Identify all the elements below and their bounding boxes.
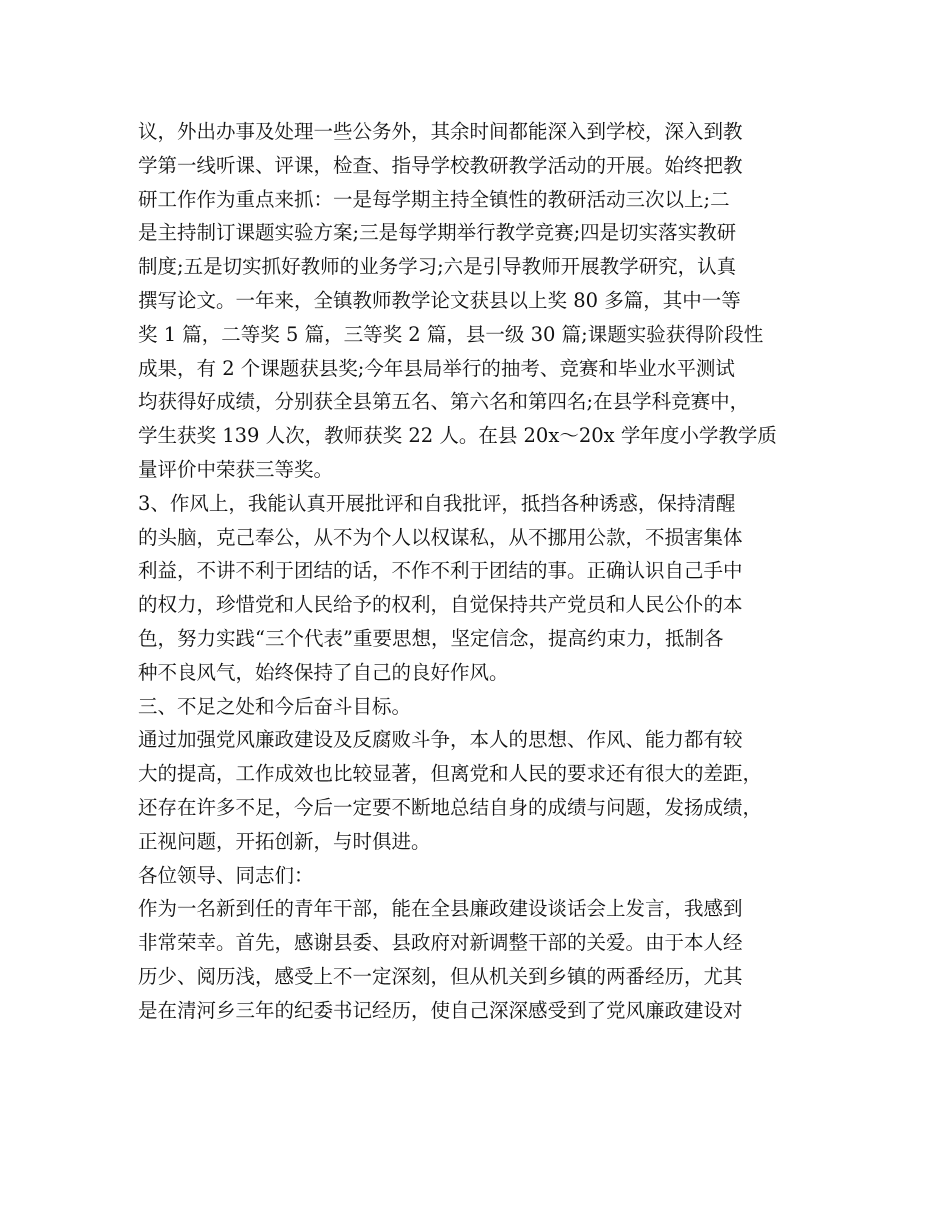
text-line: 还存在许多不足，今后一定要不断地总结自身的成绩与问题，发扬成绩， xyxy=(138,795,763,819)
text-line: 大的提高，工作成效也比较显著，但离党和人民的要求还有很大的差距， xyxy=(138,762,763,786)
text-line: 的头脑，克己奉公，从不为个人以权谋私，从不挪用公款，不损害集体 xyxy=(138,525,743,549)
text-line: 种不良风气，始终保持了自己的良好作风。 xyxy=(138,660,509,684)
text-line: 研工作作为重点来抓：一是每学期主持全镇性的教研活动三次以上;二 xyxy=(138,187,730,211)
text-line: 色，努力实践“三个代表”重要思想，坚定信念，提高约束力，抵制各 xyxy=(138,626,724,650)
text-line: 奖 1 篇，二等奖 5 篇，三等奖 2 篇，县一级 30 篇;课题实验获得阶段性 xyxy=(138,322,764,346)
text-line: 作为一名新到任的青年干部，能在全县廉政建设谈话会上发言，我感到 xyxy=(138,897,743,921)
text-line: 制度;五是切实抓好教师的业务学习;六是引导教师开展教学研究，认真 xyxy=(138,255,737,279)
document-body xyxy=(138,115,822,1028)
text-line: 均获得好成绩，分别获全县第五名、第六名和第四名;在县学科竞赛中， xyxy=(138,390,750,414)
text-line: 的权力，珍惜党和人民给予的权利，自觉保持共产党员和人民公仆的本 xyxy=(138,593,743,617)
text-line: 非常荣幸。首先，感谢县委、县政府对新调整干部的关爱。由于本人经 xyxy=(138,931,743,955)
text-line: 学生获奖 139 人次，教师获奖 22 人。在县 20x～20x 学年度小学教学质 xyxy=(138,424,777,448)
salutation-line: 各位领导、同志们： xyxy=(138,863,314,887)
section-3-line: 3、作风上，我能认真开展批评和自我批评，抵挡各种诱惑，保持清醒 xyxy=(138,491,736,515)
text-line: 正视问题，开拓创新，与时俱进。 xyxy=(138,829,431,853)
text-line: 量评价中荣获三等奖。 xyxy=(138,457,334,481)
text-line: 通过加强党风廉政建设及反腐败斗争，本人的思想、作风、能力都有较 xyxy=(138,728,743,752)
text-line: 成果，有 2 个课题获县奖;今年县局举行的抽考、竞赛和毕业水平测试 xyxy=(138,356,735,380)
text-line: 是主持制订课题实验方案;三是每学期举行教学竞赛;四是切实落实教研 xyxy=(138,221,737,245)
section-heading: 三、不足之处和今后奋斗目标。 xyxy=(138,694,412,718)
text-line: 撰写论文。一年来，全镇教师教学论文获县以上奖 80 多篇，其中一等 xyxy=(138,288,741,312)
text-line: 是在清河乡三年的纪委书记经历，使自己深深感受到了党风廉政建设对 xyxy=(138,998,743,1022)
text-line: 利益，不讲不利于团结的话，不作不利于团结的事。正确认识自己手中 xyxy=(138,559,743,583)
text-line: 历少、阅历浅，感受上不一定深刻，但从机关到乡镇的两番经历，尤其 xyxy=(138,964,743,988)
text-line: 议，外出办事及处理一些公务外，其余时间都能深入到学校，深入到教 xyxy=(138,120,743,143)
text-line: 学第一线听课、评课，检查、指导学校教研教学活动的开展。始终把教 xyxy=(138,153,743,177)
